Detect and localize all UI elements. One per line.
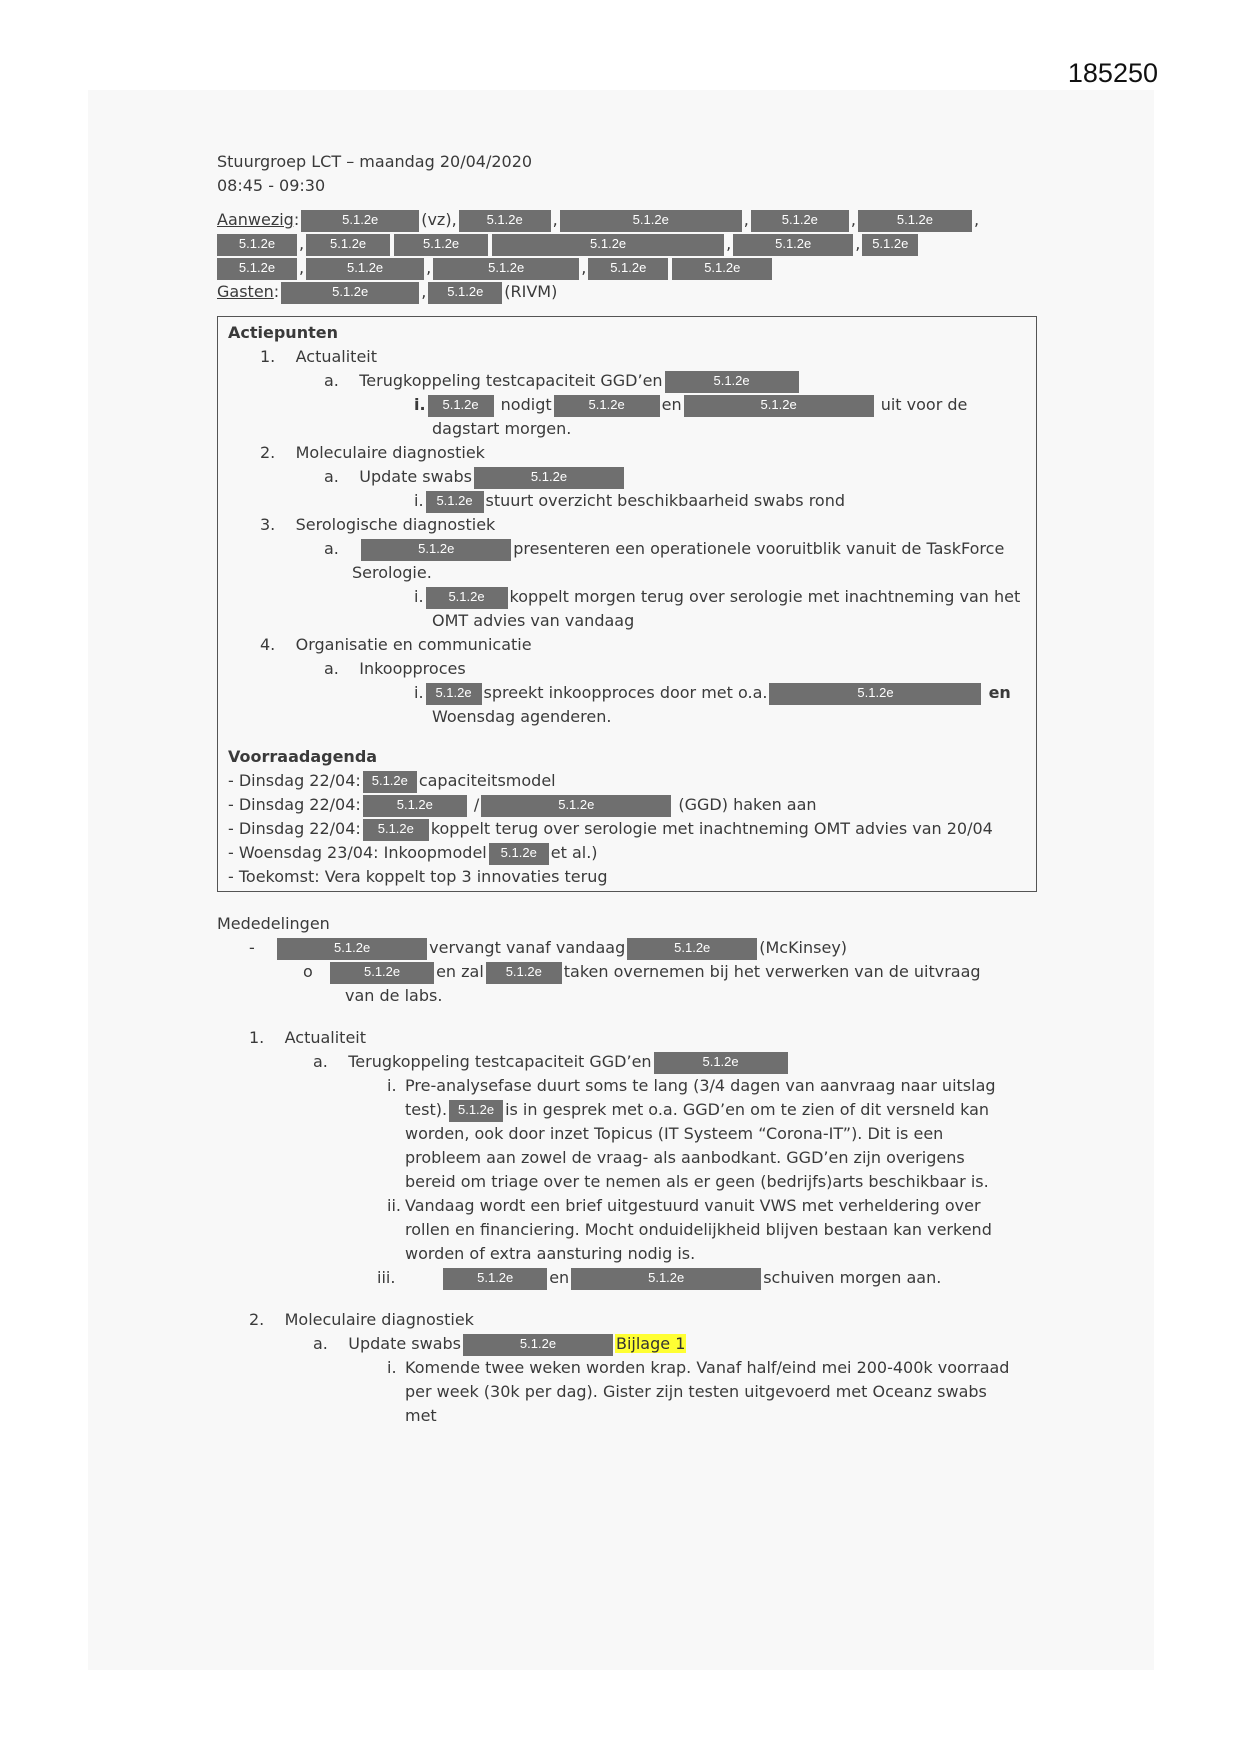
action-items-box	[217, 316, 1037, 892]
vz-label: (vz),	[421, 210, 457, 229]
guests-line: Gasten: 5.1.2e , 5.1.2e (RIVM)	[217, 280, 1037, 304]
redaction: 5.1.2e	[489, 843, 549, 865]
item-text: Update swabs	[348, 1334, 461, 1353]
action-item-4a	[228, 657, 1026, 681]
row-text: (McKinsey)	[759, 938, 848, 957]
item-number: 2.	[260, 443, 276, 462]
document-id: 185250	[1067, 58, 1158, 88]
row-text: /	[473, 795, 480, 814]
action-item-4ai-cont: Woensdag agenderen.	[432, 707, 612, 726]
notes-item-1ai	[217, 1074, 1037, 1194]
item-roman: i.	[414, 587, 424, 606]
attachment-highlight: Bijlage 1	[615, 1334, 686, 1353]
redaction: 5.1.2e	[751, 210, 849, 232]
item-text: Terugkoppeling testcapaciteit GGD’en	[359, 371, 663, 390]
item-roman: i.	[414, 395, 426, 414]
redaction: 5.1.2e	[428, 395, 494, 417]
item-letter: a.	[324, 659, 339, 678]
item-text: is in gesprek met o.a. GGD’en om te zien of dit versneld kan worden, ook door inzet Topicus (IT Systeem “Corona-IT”). Dit is een probleem aan zowel de vraag- als aanbodkant. GGD’en zijn overigens bereid om triage over te nemen als er geen (bedrijfs)arts beschikbaar is.	[405, 1100, 990, 1191]
notes-item-2a	[217, 1332, 1037, 1356]
item-roman: i.	[414, 491, 424, 510]
redaction: 5.1.2e	[684, 395, 874, 417]
row-text: - Dinsdag 22/04:	[228, 795, 361, 814]
redaction: 5.1.2e	[363, 771, 417, 793]
item-number: 2.	[249, 1310, 265, 1329]
notes-item-1a	[217, 1050, 1037, 1074]
item-letter: a.	[313, 1334, 328, 1353]
redaction: 5.1.2e	[481, 795, 671, 817]
item-title: Serologische diagnostiek	[295, 515, 496, 534]
redaction: 5.1.2e	[306, 234, 390, 256]
voorraadagenda-heading: Voorraadagenda	[228, 747, 378, 766]
item-text: presenteren een operationele vooruitblik vanuit de TaskForce	[513, 539, 1005, 558]
action-item-3	[228, 513, 1026, 537]
voorraad-row-5: - Toekomst: Vera koppelt top 3 innovaties terug	[228, 867, 608, 886]
redaction: 5.1.2e	[733, 234, 853, 256]
item-number: 3.	[260, 515, 276, 534]
redaction: 5.1.2e	[571, 1268, 761, 1290]
item-text: Terugkoppeling testcapaciteit GGD’en	[348, 1052, 652, 1071]
item-letter: a.	[313, 1052, 328, 1071]
item-text: schuiven morgen aan.	[763, 1268, 942, 1287]
redaction: 5.1.2e	[486, 962, 562, 984]
attendees-line-1: Aanwezig: 5.1.2e (vz), 5.1.2e , 5.1.2e , 5.1.2e , 5.1.2e ,	[217, 208, 1037, 232]
redaction: 5.1.2e	[588, 258, 668, 280]
voorraad-row-2	[228, 793, 1026, 817]
row-text: capaciteitsmodel	[418, 771, 556, 790]
meeting-title: Stuurgroep LCT – maandag 20/04/2020	[217, 152, 533, 171]
document-page	[217, 150, 1037, 1428]
item-text: Komende twee weken worden krap. Vanaf half/eind mei 200-400k voorraad per week (30k per dag). Gister zijn testen uitgevoerd met Oceanz swabs met	[405, 1358, 1010, 1425]
redaction: 5.1.2e	[492, 234, 724, 256]
redaction: 5.1.2e	[862, 234, 918, 256]
item-text: Inkoopproces	[359, 659, 466, 678]
action-item-1ai	[228, 393, 1026, 417]
item-roman: i.	[414, 683, 424, 702]
redaction: 5.1.2e	[474, 467, 624, 489]
row-text: - Dinsdag 22/04:	[228, 819, 361, 838]
redaction: 5.1.2e	[277, 938, 427, 960]
item-title: Actualiteit	[295, 347, 378, 366]
mededelingen-heading: Mededelingen	[217, 914, 330, 933]
action-item-1a	[228, 369, 1026, 393]
item-text: en	[549, 1268, 570, 1287]
action-item-3ai	[228, 585, 1026, 609]
voorraad-row-3	[228, 817, 1026, 841]
redaction: 5.1.2e	[426, 587, 508, 609]
redaction: 5.1.2e	[394, 234, 488, 256]
item-letter: a.	[324, 539, 339, 558]
item-text: Update swabs	[359, 467, 472, 486]
item-roman: ii.	[387, 1196, 401, 1215]
redaction: 5.1.2e	[301, 210, 419, 232]
rivm-label: (RIVM)	[504, 282, 558, 301]
item-text: Vandaag wordt een brief uitgestuurd vanuit VWS met verheldering over rollen en financiering. Mocht onduidelijkheid blijven bestaan kan verkend worden of extra aansturing nodig is.	[405, 1196, 992, 1263]
row-text: (GGD) haken aan	[678, 795, 817, 814]
row-text: - Dinsdag 22/04:	[228, 771, 361, 790]
action-item-2	[228, 441, 1026, 465]
redaction: 5.1.2e	[281, 282, 419, 304]
row-text: - Woensdag 23/04: Inkoopmodel	[228, 843, 487, 862]
redaction: 5.1.2e	[769, 683, 981, 705]
item-text: koppelt morgen terug over serologie met inachtneming van het	[509, 587, 1021, 606]
bullet-dash: -	[249, 938, 255, 957]
redaction: 5.1.2e	[654, 1052, 788, 1074]
aanwezig-label: Aanwezig	[217, 210, 294, 229]
action-item-2ai	[228, 489, 1026, 513]
item-letter: a.	[324, 467, 339, 486]
redaction: 5.1.2e	[217, 258, 297, 280]
redaction: 5.1.2e	[217, 234, 297, 256]
item-title: Moleculaire diagnostiek	[284, 1310, 474, 1329]
redaction: 5.1.2e	[627, 938, 757, 960]
row-text: en zal	[436, 962, 484, 981]
redaction: 5.1.2e	[560, 210, 742, 232]
item-text: uit voor de	[880, 395, 968, 414]
redaction: 5.1.2e	[306, 258, 424, 280]
item-title: Moleculaire diagnostiek	[295, 443, 485, 462]
item-title: Organisatie en communicatie	[295, 635, 532, 654]
mededeling-1-sub	[217, 960, 1037, 984]
redaction: 5.1.2e	[361, 539, 511, 561]
redaction: 5.1.2e	[363, 795, 467, 817]
bullet-circle: o	[303, 962, 313, 981]
item-number: 4.	[260, 635, 276, 654]
item-text: en	[661, 395, 682, 414]
redaction: 5.1.2e	[554, 395, 660, 417]
action-item-1ai-cont: dagstart morgen.	[432, 419, 572, 438]
action-item-4ai	[228, 681, 1026, 705]
mededeling-1-sub-cont: van de labs.	[345, 986, 443, 1005]
redaction: 5.1.2e	[330, 962, 434, 984]
item-text: Pre-analysefase duurt soms te lang (3/4 dagen van aanvraag naar uitslag test).	[405, 1076, 996, 1119]
item-text: spreekt inkoopproces door met o.a.	[483, 683, 768, 702]
notes-item-1aiii	[217, 1266, 1037, 1290]
redaction: 5.1.2e	[463, 1334, 613, 1356]
actiepunten-heading: Actiepunten	[228, 323, 338, 342]
item-roman: iii.	[377, 1268, 396, 1287]
item-text: nodigt	[500, 395, 552, 414]
notes-item-2ai	[217, 1356, 1037, 1428]
action-item-3ai-cont: OMT advies van vandaag	[432, 611, 635, 630]
notes-item-2	[217, 1308, 1037, 1332]
redaction: 5.1.2e	[858, 210, 972, 232]
redaction: 5.1.2e	[426, 683, 482, 705]
row-text: koppelt terug over serologie met inachtneming OMT advies van 20/04	[430, 819, 993, 838]
redaction: 5.1.2e	[665, 371, 799, 393]
action-item-3a	[228, 537, 1026, 561]
redaction: 5.1.2e	[426, 491, 484, 513]
redaction: 5.1.2e	[449, 1100, 503, 1122]
mededeling-1	[217, 936, 1037, 960]
action-item-4	[228, 633, 1026, 657]
row-text: et al.)	[550, 843, 598, 862]
item-roman: i.	[387, 1358, 397, 1377]
action-item-2a	[228, 465, 1026, 489]
action-item-1	[228, 345, 1026, 369]
redaction: 5.1.2e	[443, 1268, 547, 1290]
item-text: en	[988, 683, 1011, 702]
item-number: 1.	[260, 347, 276, 366]
action-item-3a-cont: Serologie.	[352, 563, 432, 582]
redaction: 5.1.2e	[433, 258, 579, 280]
redaction: 5.1.2e	[672, 258, 772, 280]
attendees-line-3: 5.1.2e , 5.1.2e , 5.1.2e , 5.1.2e 5.1.2e	[217, 256, 1037, 280]
redaction: 5.1.2e	[428, 282, 502, 304]
row-text: taken overnemen bij het verwerken van de uitvraag	[563, 962, 981, 981]
attendees-line-2: 5.1.2e , 5.1.2e 5.1.2e 5.1.2e , 5.1.2e , 5.1.2e	[217, 232, 1037, 256]
item-text: stuurt overzicht beschikbaarheid swabs rond	[485, 491, 846, 510]
redaction: 5.1.2e	[459, 210, 551, 232]
voorraad-row-1	[228, 769, 1026, 793]
item-title: Actualiteit	[284, 1028, 367, 1047]
item-roman: i.	[387, 1076, 397, 1095]
item-letter: a.	[324, 371, 339, 390]
notes-item-1	[217, 1026, 1037, 1050]
redaction: 5.1.2e	[363, 819, 429, 841]
gasten-label: Gasten	[217, 282, 274, 301]
voorraad-row-4	[228, 841, 1026, 865]
meeting-time: 08:45 - 09:30	[217, 176, 326, 195]
notes-item-1aii	[217, 1194, 1037, 1266]
item-number: 1.	[249, 1028, 265, 1047]
row-text: vervangt vanaf vandaag	[429, 938, 626, 957]
attendees-block	[217, 208, 1037, 304]
